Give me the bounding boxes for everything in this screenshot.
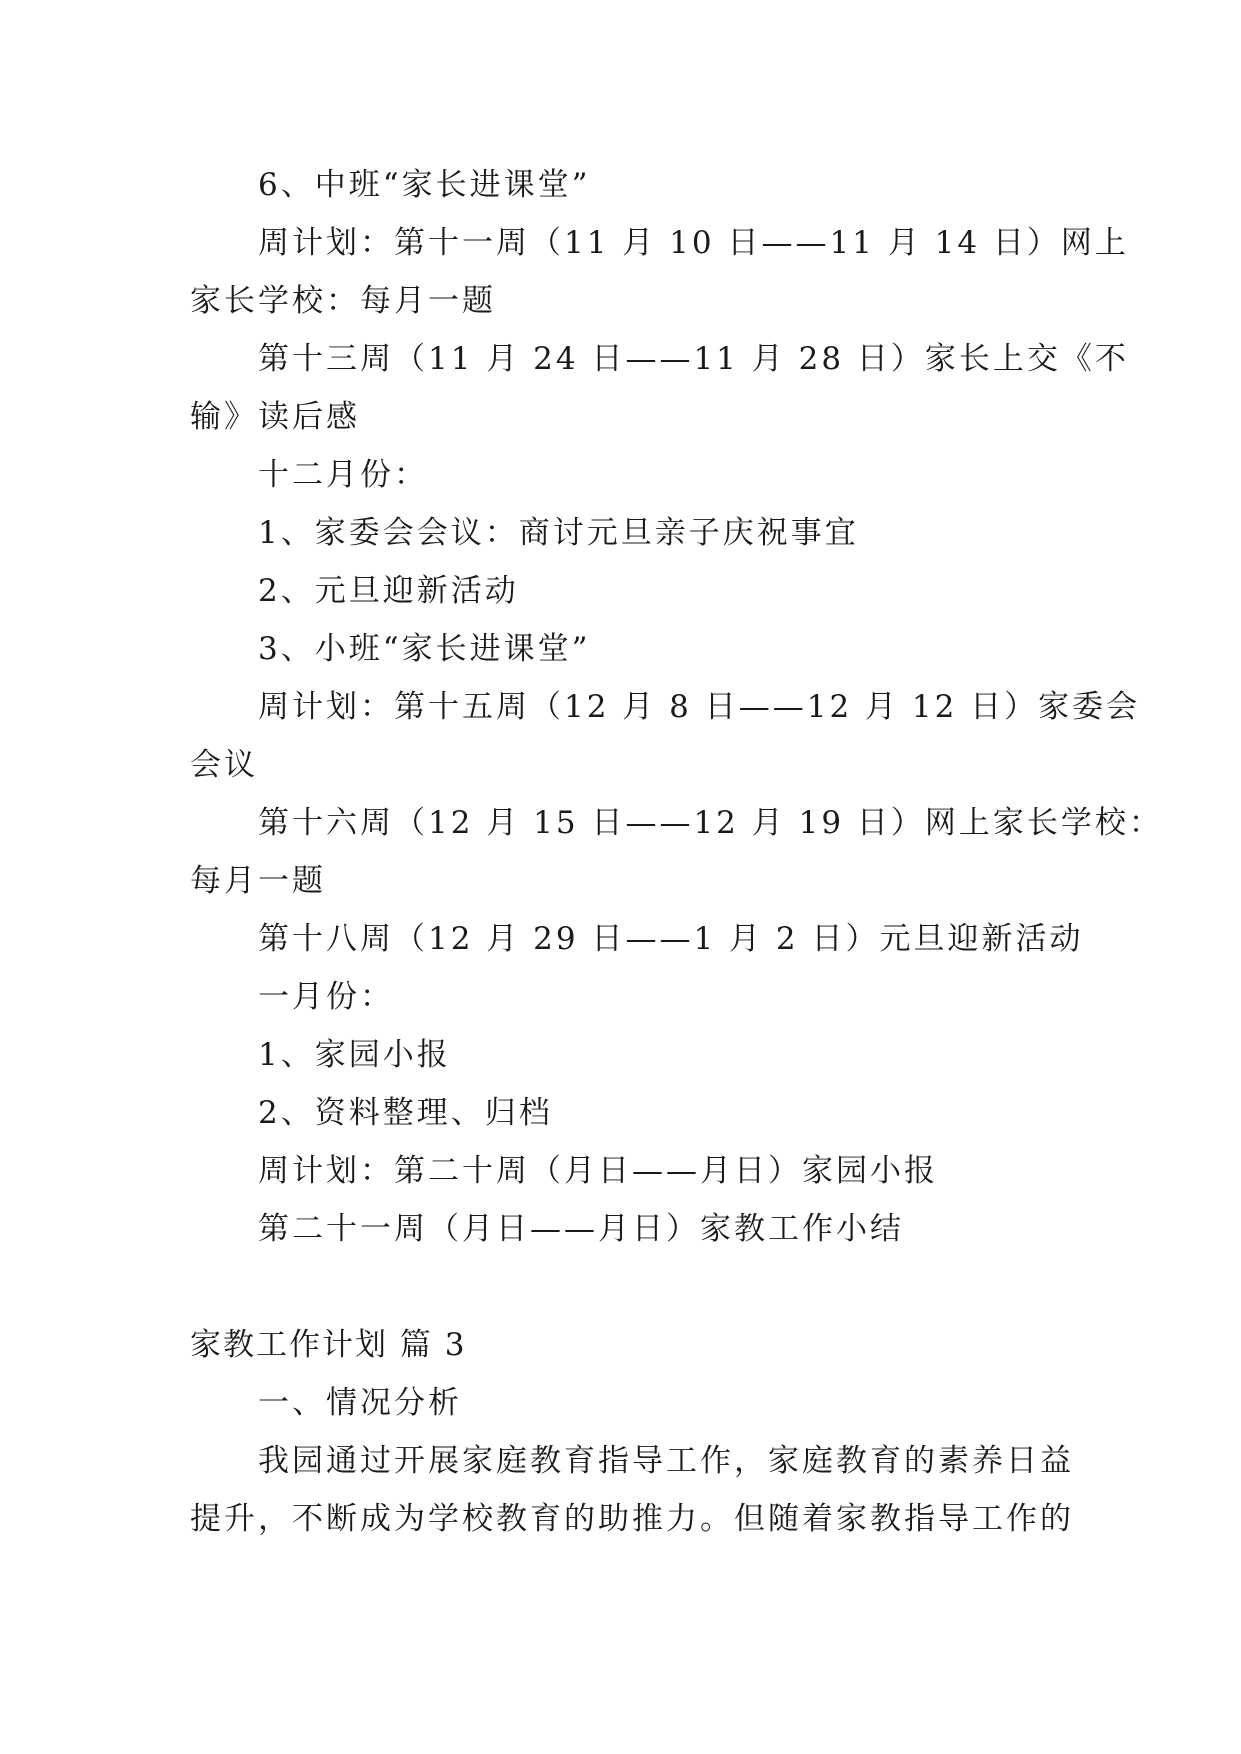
paragraph-line: 第二十一周（月日——月日）家教工作小结: [258, 1211, 904, 1247]
month-heading-january: 一月份：: [258, 979, 394, 1015]
list-item: 3、小班“家长进课堂”: [258, 631, 591, 667]
list-item-parents-classroom-middle: 6、中班“家长进课堂”: [258, 167, 591, 203]
list-item: 1、家委会会议：商讨元旦亲子庆祝事宜: [258, 515, 859, 551]
section-title: 家教工作计划 篇 3: [190, 1327, 467, 1363]
paragraph-line: 周计划：第二十周（月日——月日）家园小报: [258, 1153, 938, 1189]
paragraph-line: 会议: [190, 747, 258, 783]
paragraph-line: 每月一题: [190, 863, 326, 899]
month-heading-december: 十二月份：: [258, 457, 428, 493]
paragraph-line: 第十六周（12 月 15 日——12 月 19 日）网上家长学校：: [258, 805, 1163, 841]
paragraph-line: 我园通过开展家庭教育指导工作，家庭教育的素养日益: [258, 1443, 1074, 1479]
paragraph-line: 周计划：第十一周（11 月 10 日——11 月 14 日）网上: [258, 225, 1129, 261]
paragraph-line: 第十三周（11 月 24 日——11 月 28 日）家长上交《不: [258, 341, 1129, 377]
paragraph-line: 第十八周（12 月 29 日——1 月 2 日）元旦迎新活动: [258, 921, 1084, 957]
list-item: 2、资料整理、归档: [258, 1095, 553, 1131]
list-item: 2、元旦迎新活动: [258, 573, 519, 609]
paragraph-line: 提升，不断成为学校教育的助推力。但随着家教指导工作的: [190, 1501, 1074, 1537]
paragraph-line: 输》读后感: [190, 399, 360, 435]
paragraph-line: 家长学校：每月一题: [190, 283, 496, 319]
list-item: 1、家园小报: [258, 1037, 451, 1073]
paragraph-line: 周计划：第十五周（12 月 8 日——12 月 12 日）家委会: [258, 689, 1141, 725]
subsection-heading: 一、情况分析: [258, 1385, 462, 1421]
